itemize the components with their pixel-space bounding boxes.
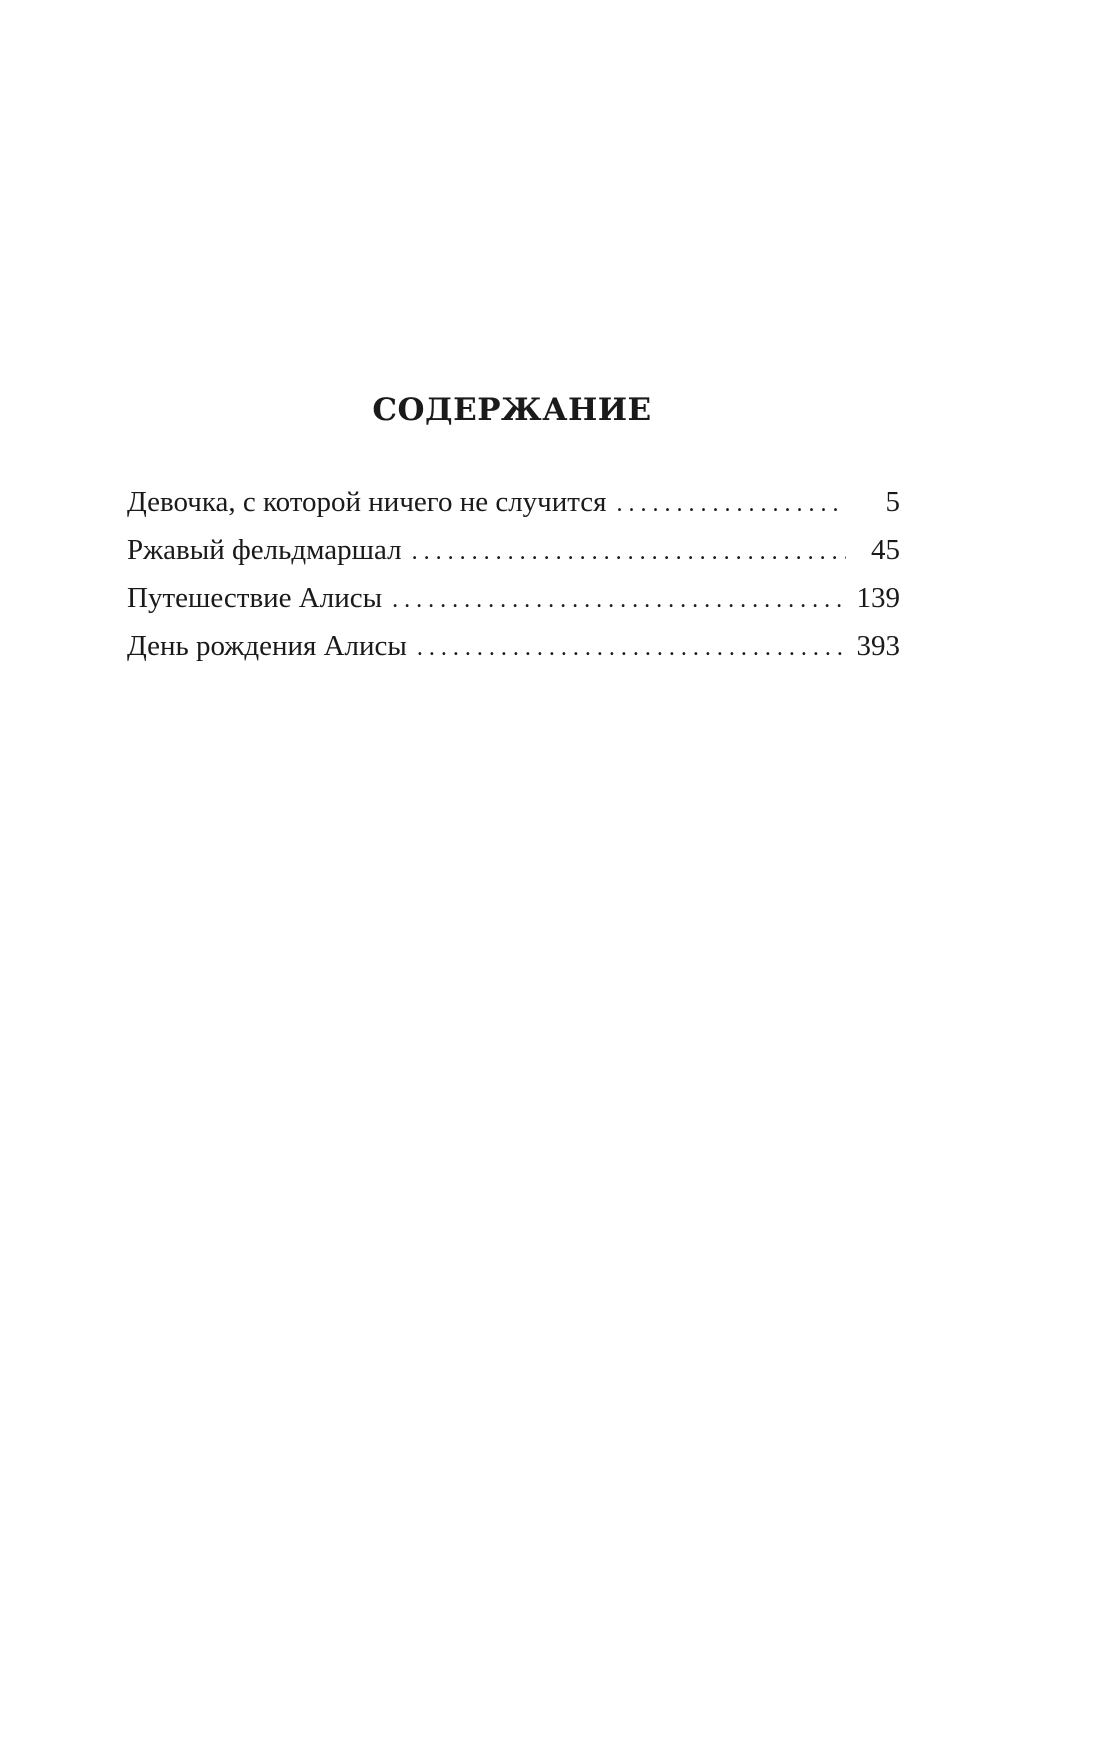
toc-entry[interactable]	[127, 526, 900, 574]
toc-page-number: 139	[856, 582, 900, 614]
table-of-contents	[127, 478, 900, 670]
dot-leader	[617, 480, 846, 528]
toc-page-number: 45	[871, 534, 900, 566]
toc-entry[interactable]	[127, 622, 900, 670]
dot-leader	[417, 624, 845, 672]
dot-leader	[392, 576, 844, 624]
contents-heading: СОДЕРЖАНИЕ	[372, 392, 652, 428]
toc-page-number: 5	[885, 486, 900, 518]
toc-entry-title: Девочка, с которой ничего не случится	[127, 486, 607, 518]
toc-page-number: 393	[856, 630, 900, 662]
toc-entry[interactable]	[127, 574, 900, 622]
dot-leader	[412, 528, 846, 576]
toc-entry-title: День рождения Алисы	[127, 630, 407, 662]
toc-entry[interactable]	[127, 478, 900, 526]
toc-entry-title: Путешествие Алисы	[127, 582, 383, 614]
toc-entry-title: Ржавый фельдмаршал	[127, 534, 402, 566]
